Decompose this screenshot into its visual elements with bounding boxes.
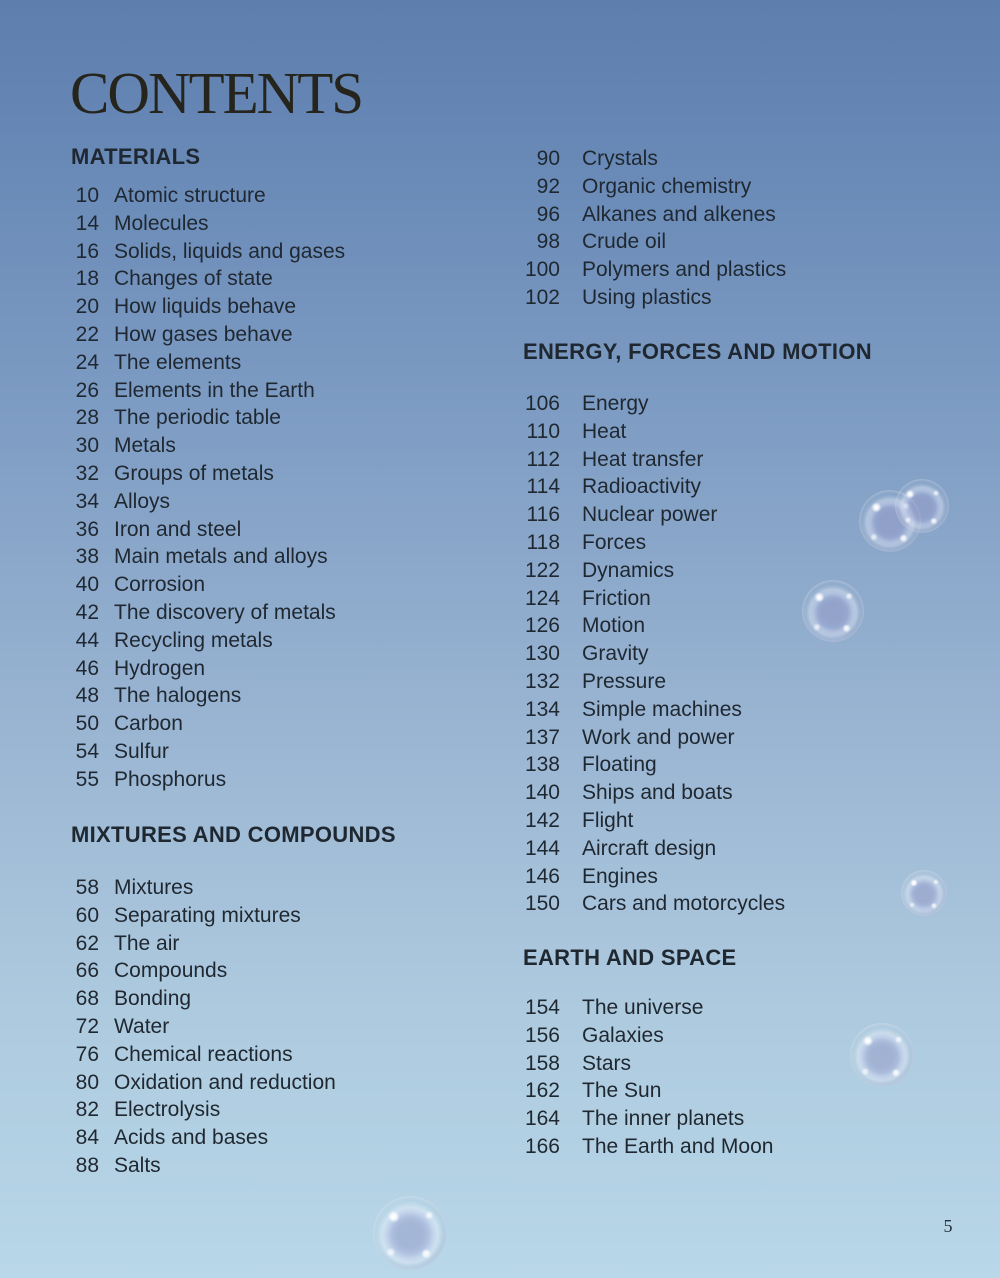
toc-entry-label: The Sun: [582, 1079, 662, 1103]
toc-entry-label: Simple machines: [582, 697, 742, 721]
toc-entry-label: Carbon: [114, 712, 183, 736]
toc-entry-page-number: 68: [75, 987, 99, 1011]
toc-entry-page-number: 118: [526, 530, 560, 554]
toc-entry: [523, 256, 968, 284]
toc-entry-page-number: 36: [75, 517, 99, 541]
toc-entry-page-number: 114: [526, 475, 560, 499]
toc-entry-page-number: 72: [75, 1014, 99, 1038]
section-header: ENERGY, FORCES AND MOTION: [523, 339, 872, 364]
toc-entry: [523, 751, 968, 779]
toc-entry-page-number: 142: [524, 808, 560, 832]
toc-entry-label: Flight: [582, 808, 634, 832]
toc-entry: [523, 994, 968, 1022]
toc-entry-label: Hydrogen: [114, 656, 206, 680]
toc-entry-label: The halogens: [114, 684, 242, 708]
toc-entry-page-number: 106: [524, 392, 560, 415]
toc-entry-label: Stars: [582, 1051, 632, 1075]
toc-entry-page-number: 34: [75, 489, 99, 513]
toc-entry: [523, 779, 968, 807]
toc-entry: [71, 1041, 516, 1069]
toc-entry-page-number: 16: [75, 239, 99, 263]
toc-entry-page-number: 96: [536, 202, 560, 226]
toc-entry: [71, 293, 516, 321]
toc-entry-page-number: 166: [524, 1134, 560, 1158]
toc-entry-label: The universe: [582, 996, 704, 1019]
toc-entry-page-number: 42: [75, 600, 99, 624]
toc-entry-label: The discovery of metals: [114, 600, 336, 624]
toc-entry: [523, 1077, 968, 1105]
toc-entry-label: How gases behave: [114, 322, 293, 346]
toc-entry-page-number: 84: [75, 1126, 99, 1150]
toc-entry: [523, 557, 968, 585]
soap-bubble-icon: [802, 580, 864, 642]
toc-entry-page-number: 20: [75, 295, 99, 319]
toc-entry-page-number: 88: [75, 1153, 99, 1177]
toc-entry-page-number: 102: [524, 285, 560, 309]
toc-entry-label: Changes of state: [114, 267, 273, 291]
toc-entry: [71, 710, 516, 738]
page-number: 5: [943, 1216, 953, 1236]
toc-entry-page-number: 22: [75, 322, 99, 346]
toc-entry: [523, 446, 968, 474]
toc-entry: [523, 668, 968, 696]
toc-entry: [71, 182, 516, 210]
toc-entry: [523, 835, 968, 863]
toc-entry-page-number: 54: [75, 739, 99, 763]
toc-entry-label: Corrosion: [114, 573, 206, 597]
toc-entry-page-number: 98: [536, 230, 560, 254]
toc-entry-label: Salts: [114, 1153, 161, 1177]
toc-entry-page-number: 140: [524, 781, 560, 805]
toc-entry: [523, 807, 968, 835]
toc-entry-page-number: 100: [524, 258, 560, 282]
toc-section: [71, 143, 516, 794]
toc-entry: [71, 404, 516, 432]
toc-entry-page-number: 80: [75, 1070, 99, 1094]
toc-entry-label: Metals: [114, 434, 176, 458]
toc-entry: [71, 957, 516, 985]
toc-entry: [71, 321, 516, 349]
toc-entry-label: Mixtures: [114, 876, 194, 899]
toc-entry-label: Friction: [582, 586, 651, 610]
toc-entry: [523, 284, 968, 312]
toc-entry-page-number: 44: [75, 628, 99, 652]
toc-entry-label: Iron and steel: [114, 517, 242, 541]
section-header: EARTH AND SPACE: [523, 945, 737, 970]
toc-entry: [71, 902, 516, 930]
toc-entry-page-number: 132: [524, 669, 560, 693]
toc-entry-label: Galaxies: [582, 1023, 664, 1047]
toc-entry-page-number: 124: [524, 586, 560, 610]
toc-entry-page-number: 38: [75, 545, 99, 569]
toc-section: [71, 821, 516, 1180]
toc-entry-label: Cars and motorcycles: [582, 892, 786, 916]
toc-entry-label: Dynamics: [582, 558, 675, 582]
toc-entry-page-number: 92: [536, 174, 560, 198]
toc-entry: [523, 696, 968, 724]
toc-entry-label: Acids and bases: [114, 1126, 269, 1150]
toc-entry-label: Nuclear power: [582, 503, 718, 527]
toc-entry-label: Motion: [582, 614, 646, 638]
toc-entry-label: Sulfur: [114, 739, 169, 763]
toc-entry: [71, 1096, 516, 1124]
toc-entry: [71, 766, 516, 794]
toc-entry-label: Oxidation and reduction: [114, 1070, 336, 1094]
toc-entry-label: The Earth and Moon: [582, 1134, 774, 1158]
toc-entry-page-number: 150: [524, 892, 560, 916]
toc-entry: [71, 516, 516, 544]
toc-entry-page-number: 40: [75, 573, 99, 597]
toc-entry-label: Heat transfer: [582, 447, 704, 471]
toc-entry-label: Atomic structure: [114, 184, 266, 207]
toc-list: [523, 145, 968, 312]
toc-entry-label: Molecules: [114, 211, 209, 235]
toc-entry: [71, 985, 516, 1013]
toc-entry-page-number: 58: [75, 876, 99, 899]
toc-entry: [523, 390, 968, 418]
section-header: MATERIALS: [71, 144, 201, 169]
toc-entry-label: Elements in the Earth: [114, 378, 315, 402]
toc-entry-page-number: 158: [524, 1051, 560, 1075]
toc-entry: [71, 460, 516, 488]
toc-section: [523, 338, 968, 918]
toc-entry-page-number: 126: [524, 614, 560, 638]
toc-column-left: [71, 0, 516, 1278]
section-header: MIXTURES AND COMPOUNDS: [71, 822, 396, 847]
toc-entry-label: Organic chemistry: [582, 174, 752, 198]
toc-entry-label: Compounds: [114, 959, 228, 983]
toc-entry-page-number: 112: [526, 447, 560, 471]
toc-entry-page-number: 32: [75, 461, 99, 485]
toc-section: [523, 145, 968, 312]
toc-entry: [71, 627, 516, 655]
toc-entry-label: Gravity: [582, 642, 649, 666]
toc-entry-page-number: 137: [524, 725, 560, 749]
toc-entry: [71, 930, 516, 958]
toc-entry-label: Main metals and alloys: [114, 545, 328, 569]
toc-entry: [71, 682, 516, 710]
toc-entry: [71, 1069, 516, 1097]
toc-entry-label: Solids, liquids and gases: [114, 239, 346, 263]
toc-entry-page-number: 122: [524, 558, 560, 582]
toc-entry-label: Bonding: [114, 987, 192, 1011]
toc-entry-label: Using plastics: [582, 285, 712, 309]
toc-entry-page-number: 134: [524, 697, 560, 721]
toc-entry-page-number: 90: [536, 147, 560, 170]
toc-entry: [71, 571, 516, 599]
toc-entry: [71, 1152, 516, 1180]
toc-entry: [523, 228, 968, 256]
toc-entry-label: The air: [114, 931, 180, 955]
toc-entry: [71, 599, 516, 627]
toc-entry: [523, 1105, 968, 1133]
toc-entry-label: The inner planets: [582, 1107, 745, 1131]
toc-entry-label: Polymers and plastics: [582, 258, 787, 282]
toc-entry-label: Phosphorus: [114, 767, 227, 791]
toc-entry-label: Chemical reactions: [114, 1042, 293, 1066]
toc-list: [523, 390, 968, 918]
toc-entry-page-number: 144: [524, 836, 560, 860]
toc-entry-label: Forces: [582, 530, 647, 554]
toc-entry-page-number: 116: [526, 503, 560, 527]
toc-entry: [71, 238, 516, 266]
toc-entry-page-number: 28: [75, 406, 99, 430]
toc-entry: [71, 738, 516, 766]
toc-entry-page-number: 82: [75, 1098, 99, 1122]
toc-entry: [71, 210, 516, 238]
toc-entry-page-number: 48: [75, 684, 99, 708]
toc-entry: [523, 418, 968, 446]
toc-entry: [71, 874, 516, 902]
toc-entry-label: Crude oil: [582, 230, 667, 254]
toc-entry-page-number: 146: [524, 864, 560, 888]
soap-bubble-icon: [850, 1023, 914, 1087]
toc-entry: [523, 724, 968, 752]
toc-entry: [71, 349, 516, 377]
toc-entry-label: Ships and boats: [582, 781, 733, 805]
toc-entry: [71, 377, 516, 405]
toc-entry: [523, 612, 968, 640]
toc-entry-page-number: 10: [75, 184, 99, 207]
toc-entry-label: Engines: [582, 864, 658, 888]
toc-entry: [71, 1124, 516, 1152]
toc-entry-label: Recycling metals: [114, 628, 273, 652]
toc-entry-page-number: 26: [75, 378, 99, 402]
toc-entry: [523, 173, 968, 201]
toc-entry: [523, 640, 968, 668]
toc-entry-label: Electrolysis: [114, 1098, 221, 1122]
toc-entry-page-number: 164: [524, 1107, 560, 1131]
toc-entry-page-number: 50: [75, 712, 99, 736]
toc-entry-label: Groups of metals: [114, 461, 274, 485]
toc-entry-page-number: 60: [75, 903, 99, 927]
toc-entry-page-number: 110: [526, 419, 560, 443]
toc-entry: [523, 585, 968, 613]
toc-entry-page-number: 55: [75, 767, 99, 791]
toc-entry-label: Floating: [582, 753, 657, 777]
toc-entry-page-number: 76: [75, 1042, 99, 1066]
toc-entry-label: Heat: [582, 419, 627, 443]
toc-list: [71, 874, 516, 1180]
toc-entry-label: Alkanes and alkenes: [582, 202, 776, 226]
toc-entry-page-number: 66: [75, 959, 99, 983]
toc-entry: [523, 1133, 968, 1161]
toc-entry-page-number: 30: [75, 434, 99, 458]
toc-entry-label: Pressure: [582, 669, 667, 693]
toc-entry: [71, 488, 516, 516]
toc-entry-page-number: 130: [524, 642, 560, 666]
toc-entry: [523, 201, 968, 229]
toc-entry-label: The periodic table: [114, 406, 281, 430]
toc-entry-label: Water: [114, 1014, 170, 1038]
toc-entry-page-number: 46: [75, 656, 99, 680]
toc-entry-label: Aircraft design: [582, 836, 717, 860]
toc-entry-page-number: 24: [75, 350, 99, 374]
toc-entry-label: Alloys: [114, 489, 171, 513]
toc-entry-label: How liquids behave: [114, 295, 297, 319]
toc-entry-page-number: 154: [524, 996, 560, 1019]
toc-list: [71, 182, 516, 794]
toc-entry-label: Work and power: [582, 725, 735, 749]
toc-entry-page-number: 138: [524, 753, 560, 777]
toc-entry: [523, 145, 968, 173]
toc-column-right: [523, 0, 968, 1278]
soap-bubble-icon: [373, 1196, 447, 1270]
toc-entry-label: Radioactivity: [582, 475, 702, 499]
toc-entry-page-number: 156: [524, 1023, 560, 1047]
toc-entry: [71, 543, 516, 571]
toc-entry-label: Energy: [582, 392, 649, 415]
soap-bubble-icon: [895, 479, 949, 533]
page-title: CONTENTS: [70, 60, 363, 126]
toc-entry-page-number: 162: [524, 1079, 560, 1103]
soap-bubble-icon: [901, 870, 947, 916]
toc-entry-page-number: 14: [75, 211, 99, 235]
toc-entry-label: The elements: [114, 350, 242, 374]
toc-entry-page-number: 62: [75, 931, 99, 955]
toc-entry: [71, 432, 516, 460]
toc-entry: [71, 265, 516, 293]
toc-entry-label: Separating mixtures: [114, 903, 301, 927]
toc-entry-page-number: 18: [75, 267, 99, 291]
toc-entry: [71, 1013, 516, 1041]
toc-entry-label: Crystals: [582, 147, 658, 170]
toc-entry: [71, 655, 516, 683]
